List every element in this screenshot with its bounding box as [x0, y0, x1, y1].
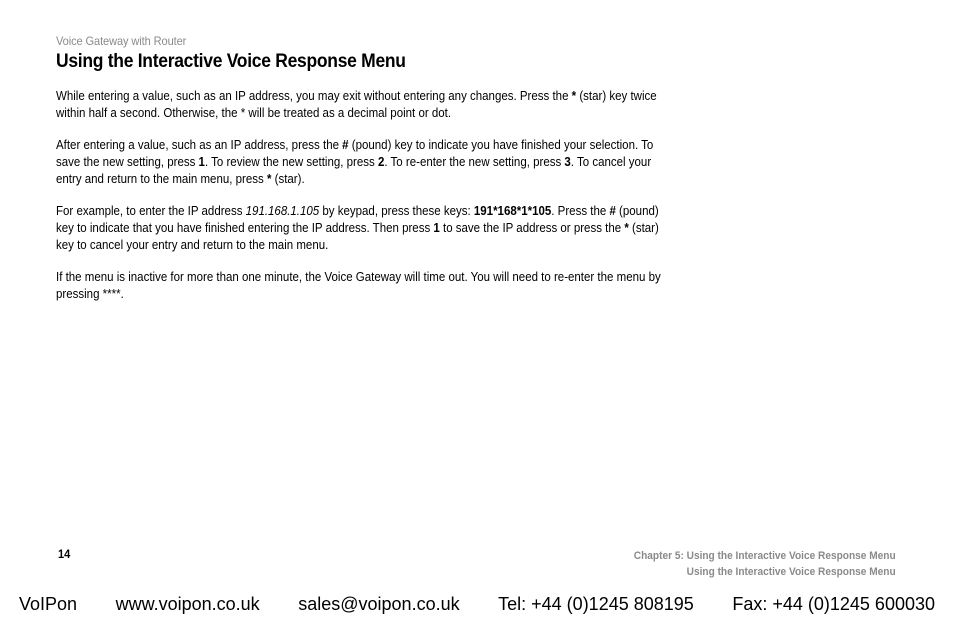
fax: Fax: +44 (0)1245 600030: [732, 594, 935, 614]
key-star: *: [571, 89, 577, 103]
key-star: *: [624, 221, 629, 235]
text: While entering a value, such as an IP address, you may exit without entering any changes. Press the: [56, 89, 572, 103]
email-link[interactable]: sales@voipon.co.uk: [298, 594, 460, 614]
paragraph-exit-without-changes: [56, 88, 663, 122]
website-link[interactable]: www.voipon.co.uk: [115, 594, 260, 614]
page-title: Using the Interactive Voice Response Menu: [56, 51, 406, 72]
text: . To re-enter the new setting, press: [384, 155, 565, 169]
text: (star).: [271, 172, 305, 186]
text: to save the IP address or press the: [439, 221, 625, 235]
key-2: 2: [377, 155, 385, 169]
page-number: 14: [58, 547, 71, 561]
key-pound: #: [342, 138, 349, 152]
footer-chapter-info: [634, 548, 896, 580]
body-text: [56, 88, 663, 318]
text: . To cancel your entry and return to the main menu, press: [56, 155, 652, 186]
text: (star) key twice within half a second. Otherwise, the * will be treated as a decimal point or dot.: [56, 89, 657, 120]
text: After entering a value, such as an IP address, press the: [56, 138, 343, 152]
key-sequence: 191*168*1*105: [473, 204, 552, 218]
key-1: 1: [433, 221, 440, 235]
document-header-product: Voice Gateway with Router: [56, 34, 187, 48]
key-pound: #: [609, 204, 616, 218]
key-star: *: [266, 172, 272, 186]
example-ip-address: 191.168.1.105: [245, 204, 320, 218]
text: (star) key to cancel your entry and return to the main menu.: [56, 221, 659, 252]
key-3: 3: [564, 155, 571, 169]
footer-chapter-title: Chapter 5: Using the Interactive Voice Response Menu: [634, 550, 896, 562]
text: (pound) key to indicate you have finished your selection. To save the new setting, press: [56, 138, 654, 169]
footer-section-title: Using the Interactive Voice Response Menu: [686, 566, 896, 578]
paragraph-timeout: [56, 269, 663, 303]
text: . To review the new setting, press: [204, 155, 378, 169]
key-1: 1: [198, 155, 205, 169]
company-name: VoIPon: [19, 594, 78, 614]
paragraph-example: [56, 203, 663, 254]
paragraph-after-entering-value: [56, 137, 663, 188]
text: by keypad, press these keys:: [319, 204, 474, 218]
text: For example, to enter the IP address: [56, 204, 246, 218]
telephone: Tel: +44 (0)1245 808195: [498, 594, 694, 614]
text: (pound) key to indicate that you have finished entering the IP address. Then press: [56, 204, 659, 235]
text: . Press the: [551, 204, 610, 218]
text: If the menu is inactive for more than one minute, the Voice Gateway will time out. You will need to re-enter the menu by pressing ****.: [56, 270, 661, 301]
contact-bar: [19, 594, 935, 615]
